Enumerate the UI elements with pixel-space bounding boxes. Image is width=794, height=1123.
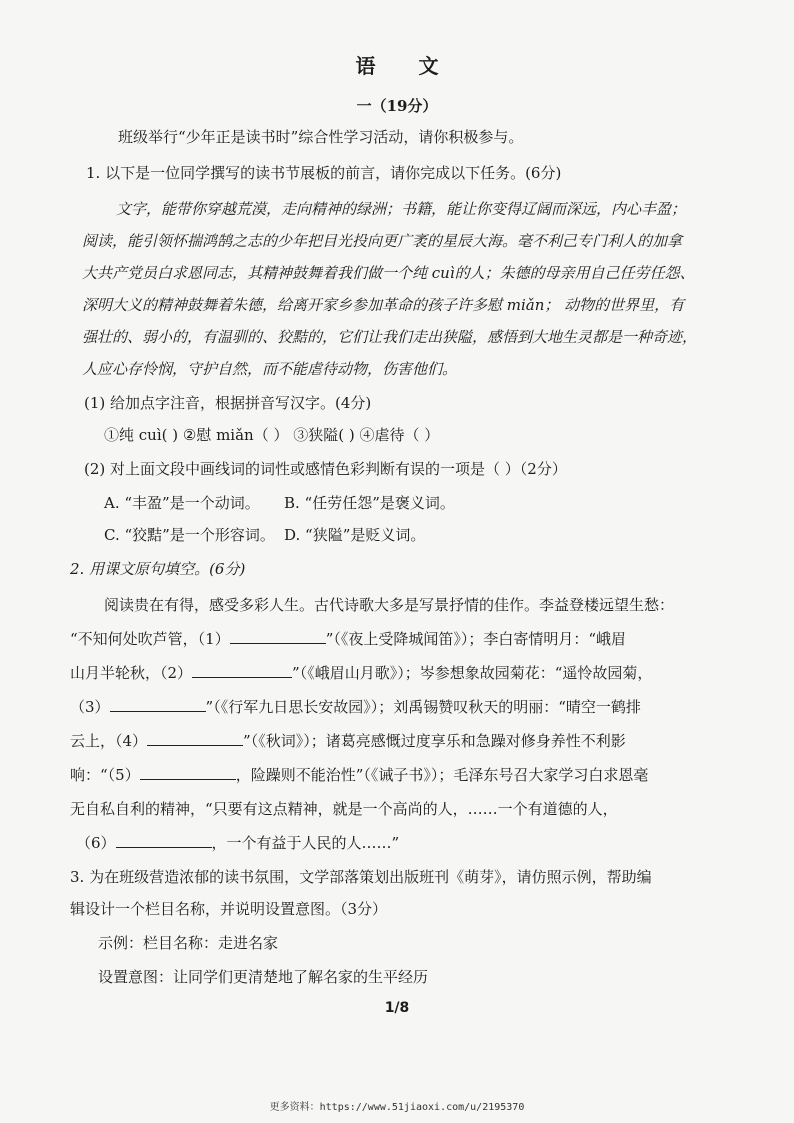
q1-heading: 1. 以下是一位同学撰写的读书节展板的前言，请你完成以下任务。(6分) xyxy=(86,164,562,182)
q2-text: ”（《夜上受降城闻笛》）；李白寄情明月：“峨眉 xyxy=(325,630,627,648)
blank-1[interactable] xyxy=(230,629,326,644)
passage-line: 阅读，能引领怀揣鸿鹄之志的少年把目光投向更广袤的星辰大海。毫不利己专门利人的加拿 xyxy=(82,232,683,250)
option-d: D. “狭隘”是贬义词。 xyxy=(284,526,426,544)
page-number: 1/8 xyxy=(384,1000,410,1016)
intro-text: 班级举行“少年正是读书时”综合性学习活动，请你积极参与。 xyxy=(118,128,524,146)
q3-example: 示例：栏目名称：走进名家 xyxy=(98,934,279,952)
q2-line xyxy=(70,662,652,683)
q2-heading: 2. 用课文原句填空。(6分) xyxy=(70,560,246,578)
q2-line xyxy=(70,696,641,717)
footer-link[interactable]: 更多资料：https://www.51jiaoxi.com/u/2195370 xyxy=(269,1102,525,1113)
q3-heading: 3. 为在班级营造浓郁的读书氛围，文学部落策划出版班刊《萌芽》，请仿照示例，帮助编 xyxy=(70,868,652,886)
q1-sub1-items: ①纯 cuì( ) ②慰 miǎn（ ） ③狭隘( ) ④虐待（ ） xyxy=(104,426,440,444)
page-title: 语 文 xyxy=(355,54,457,78)
q2-text: （3） xyxy=(70,698,110,716)
passage-line: 大共产党员白求恩同志，其精神鼓舞着我们做一个纯 cuì的人；朱德的母亲用自己任劳任怨、 xyxy=(82,264,695,282)
section-heading: 一（19分） xyxy=(356,97,438,115)
option-b: B. “任劳任怨”是褒义词。 xyxy=(284,494,455,512)
q2-text: ”（《峨眉山月歌》）；岑参想象故园菊花：“遥怜故园菊， xyxy=(292,664,653,682)
q2-text: 云上，（4） xyxy=(70,732,148,750)
q2-text: ”（《秋词》）；诸葛亮感慨过度享乐和急躁对修身养性不利影 xyxy=(243,732,626,750)
q2-text: ”（《行军九日思长安故园》）；刘禹锡赞叹秋天的明丽：“晴空一鹤排 xyxy=(205,698,641,716)
q3-intent: 设置意图：让同学们更清楚地了解名家的生平经历 xyxy=(98,968,429,986)
blank-4[interactable] xyxy=(147,731,243,746)
q2-text: “不知何处吹芦管，（1） xyxy=(70,630,230,648)
q2-line: 阅读贵在有得，感受多彩人生。古代诗歌大多是写景抒情的佳作。李益登楼远望生愁： xyxy=(104,596,675,614)
q2-text: ，一个有益于人民的人……” xyxy=(211,834,400,852)
passage-line: 深明大义的精神鼓舞着朱德，给离开家乡参加革命的孩子许多慰 miǎn； 动物的世界里，有 xyxy=(82,296,685,314)
q1-sub1: (1) 给加点字注音，根据拼音写汉字。(4分) xyxy=(84,394,372,412)
passage-line: 文字，能带你穿越荒漠，走向精神的绿洲；书籍，能让你变得辽阔而深远，内心丰盈； xyxy=(116,200,687,218)
q2-line xyxy=(70,628,626,649)
q1-sub2: (2) 对上面文段中画线词的词性或感情色彩判断有误的一项是（ ）（2分） xyxy=(84,460,567,478)
passage-line: 强壮的、弱小的，有温驯的、狡黠的，它们让我们走出狭隘，感悟到大地生灵都是一种奇迹， xyxy=(82,328,698,346)
blank-2[interactable] xyxy=(192,663,292,678)
option-a: A. “丰盈”是一个动词。 xyxy=(104,494,260,512)
q2-line xyxy=(70,730,626,751)
blank-3[interactable] xyxy=(110,697,206,712)
q2-text: 响：“（5） xyxy=(70,766,140,784)
q2-line: 无自私自利的精神，“只要有这点精神，就是一个高尚的人，……一个有道德的人， xyxy=(70,800,618,818)
q2-text: ，险躁则不能治性”（《诫子书》）；毛泽东号召大家学习白求恩毫 xyxy=(235,766,649,784)
blank-6[interactable] xyxy=(116,833,212,848)
option-c: C. “狡黠”是一个形容词。 xyxy=(104,526,275,544)
blank-5[interactable] xyxy=(140,765,236,780)
q3-heading-cont: 辑设计一个栏目名称，并说明设置意图。（3分） xyxy=(70,900,388,918)
q2-line xyxy=(70,764,648,785)
q2-line xyxy=(76,832,399,853)
q2-text: （6） xyxy=(76,834,116,852)
passage-line: 人应心存怜悯，守护自然，而不能虐待动物，伤害他们。 xyxy=(82,360,458,378)
q2-text: 山月半轮秋，（2） xyxy=(70,664,193,682)
